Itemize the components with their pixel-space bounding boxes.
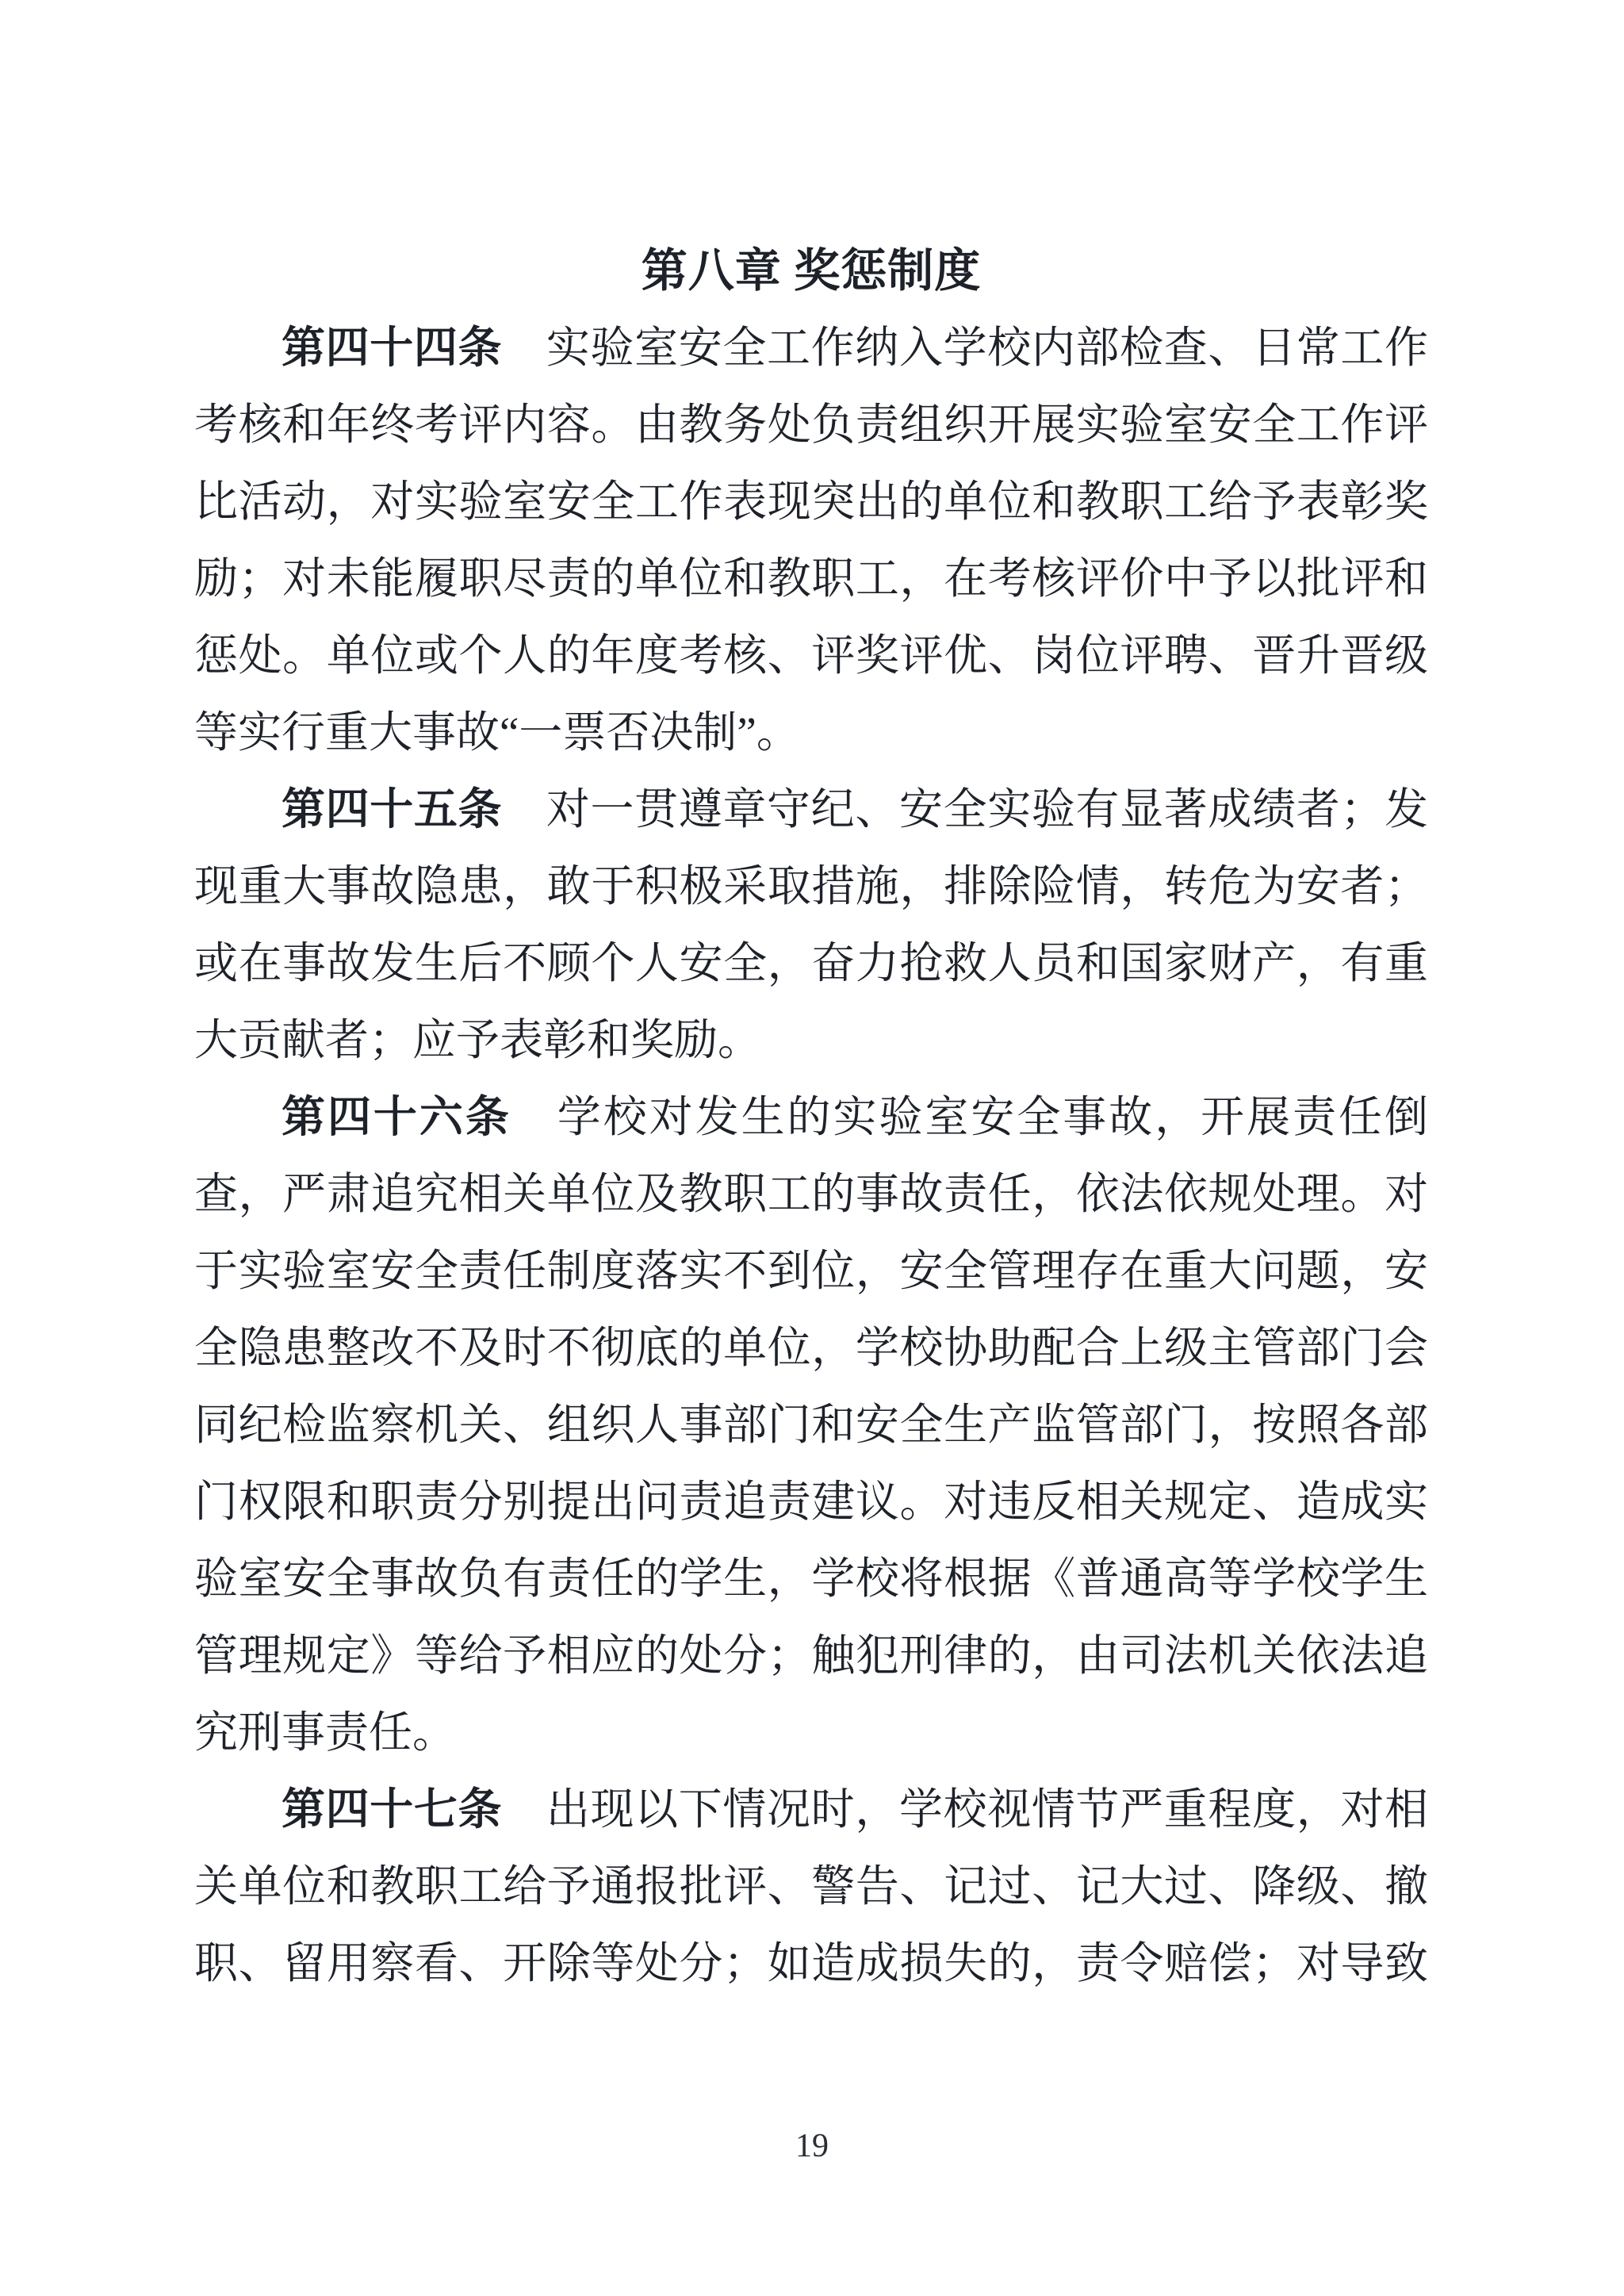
text-line: 究刑事责任。 bbox=[194, 1708, 457, 1757]
text-line: 第四十四条 实验室安全工作纳入学校内部检查、日常工作 bbox=[282, 324, 1428, 372]
text-line: 等实行重大事故“一票否决制”。 bbox=[194, 708, 800, 757]
text-line: 关单位和教职工给予通报批评、警告、记过、记大过、降级、撤 bbox=[194, 1862, 1428, 1911]
text-line: 查，严肃追究相关单位及教职工的事故责任，依法依规处理。对 bbox=[194, 1170, 1428, 1218]
text-line: 门权限和职责分别提出问责追责建议。对违反相关规定、造成实 bbox=[194, 1478, 1428, 1526]
text-line: 或在事故发生后不顾个人安全，奋力抢救人员和国家财产，有重 bbox=[194, 939, 1428, 987]
text-line: 第四十七条 出现以下情况时，学校视情节严重程度，对相 bbox=[282, 1785, 1428, 1834]
text-line: 职、留用察看、开除等处分；如造成损失的，责令赔偿；对导致 bbox=[194, 1939, 1428, 1987]
text-line: 同纪检监察机关、组织人事部门和安全生产监管部门，按照各部 bbox=[194, 1401, 1428, 1449]
chapter-title: 第八章 奖惩制度 bbox=[641, 245, 982, 297]
text-line: 第四十六条 学校对发生的实验室安全事故，开展责任倒 bbox=[282, 1093, 1428, 1141]
page-number: 19 bbox=[795, 2128, 829, 2164]
text-line: 第四十五条 对一贯遵章守纪、安全实验有显著成绩者；发 bbox=[282, 785, 1428, 834]
text-line: 于实验室安全责任制度落实不到位，安全管理存在重大问题，安 bbox=[194, 1247, 1428, 1295]
article-number: 第四十四条 bbox=[282, 324, 546, 372]
article-number: 第四十七条 bbox=[282, 1785, 546, 1834]
article-number: 第四十五条 bbox=[282, 785, 546, 834]
text-line: 励；对未能履职尽责的单位和教职工，在考核评价中予以批评和 bbox=[194, 554, 1428, 603]
text-line: 比活动，对实验室安全工作表现突出的单位和教职工给予表彰奖 bbox=[194, 477, 1428, 526]
text-line: 惩处。单位或个人的年度考核、评奖评优、岗位评聘、晋升晋级 bbox=[194, 631, 1428, 680]
article-number: 第四十六条 bbox=[282, 1093, 557, 1141]
text-line: 全隐患整改不及时不彻底的单位，学校协助配合上级主管部门会 bbox=[194, 1324, 1428, 1372]
text-line: 现重大事故隐患，敢于积极采取措施，排除险情，转危为安者； bbox=[194, 862, 1428, 910]
text-line: 管理规定》等给予相应的处分；触犯刑律的，由司法机关依法追 bbox=[194, 1631, 1428, 1680]
text-line: 验室安全事故负有责任的学生，学校将根据《普通高等学校学生 bbox=[194, 1554, 1428, 1603]
text-line: 考核和年终考评内容。由教务处负责组织开展实验室安全工作评 bbox=[194, 401, 1428, 449]
document-body bbox=[194, 232, 1428, 2002]
text-line: 大贡献者；应予表彰和奖励。 bbox=[194, 1016, 762, 1064]
